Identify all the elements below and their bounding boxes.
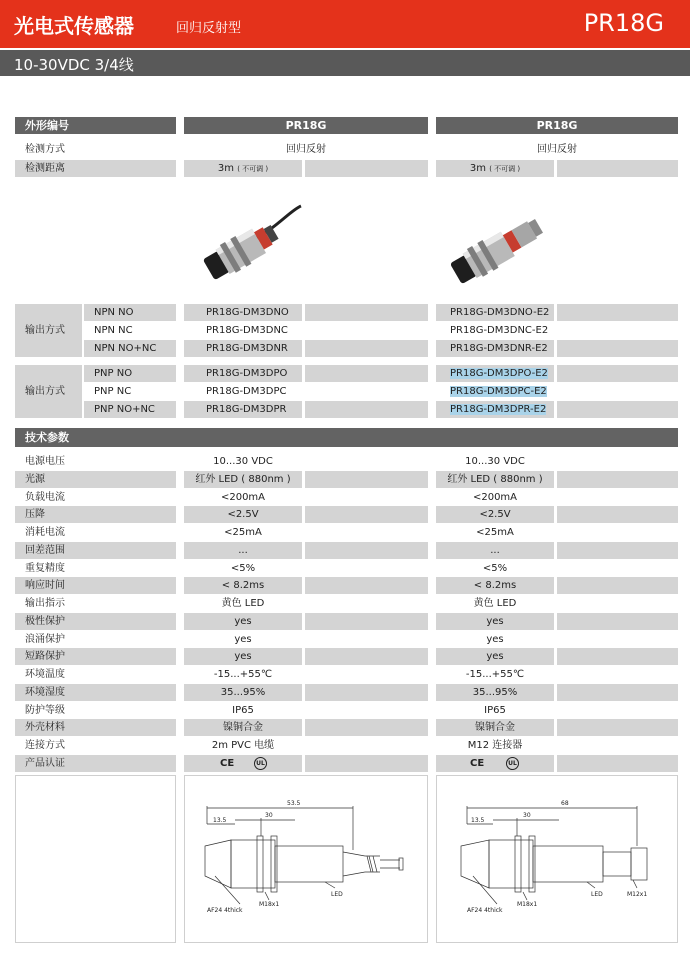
label-led: LED (591, 891, 603, 898)
spec-value-col1: < 8.2ms (184, 577, 302, 594)
spec-col1-extra (305, 506, 428, 523)
pnp-col2 (436, 401, 554, 418)
npn-col2: PR18G-DM3DNC-E2 (436, 322, 554, 339)
label-output-pnp: 输出方式 (15, 365, 82, 418)
dim-front: 13.5 (471, 817, 485, 824)
spec-value-col2: 红外 LED ( 880nm ) (436, 471, 554, 488)
spec-value-col1: 35...95% (184, 684, 302, 701)
pnp-type: PNP NC (84, 383, 176, 400)
distance-note: ( 不可调 ) (489, 165, 521, 173)
spec-value-col2: 35...95% (436, 684, 554, 701)
header-bar (0, 0, 690, 48)
detect-distance-col1-extra (305, 160, 428, 177)
npn-type: NPN NO+NC (84, 340, 176, 357)
npn-col2: PR18G-DM3DNR-E2 (436, 340, 554, 357)
spec-value-col1: 黄色 LED (184, 595, 302, 612)
spec-value-col2: yes (436, 631, 554, 648)
npn-col1-extra (305, 304, 428, 321)
distance-value: 3m (217, 163, 234, 174)
product-photo-connector (440, 198, 560, 288)
label-thread: M18x1 (259, 901, 280, 908)
spec-value-col2: M12 连接器 (436, 737, 554, 754)
pnp-col2-text: PR18G-DM3DPR-E2 (450, 404, 547, 415)
spec-col1-extra (305, 471, 428, 488)
npn-col1-extra (305, 340, 428, 357)
detect-method-col2: 回归反射 (436, 141, 678, 158)
cert-col1-extra (305, 755, 428, 772)
detect-distance-col1 (184, 160, 302, 177)
dim-total: 53.5 (287, 800, 301, 807)
label-detect-distance: 检测距离 (15, 160, 176, 177)
spec-col1-extra (305, 542, 428, 559)
spec-col1-extra (305, 648, 428, 665)
spec-value-col1: -15...+55℃ (184, 666, 302, 683)
spec-col2-extra (557, 542, 678, 559)
spec-col2-extra (557, 684, 678, 701)
spec-col1-extra (305, 719, 428, 736)
dim-body: 30 (523, 812, 531, 819)
spec-label: 压降 (15, 506, 176, 523)
dim-front: 13.5 (213, 817, 227, 824)
npn-col1: PR18G-DM3DNO (184, 304, 302, 321)
spec-col2-extra (557, 471, 678, 488)
spec-col2-extra (557, 577, 678, 594)
label-output-npn: 输出方式 (15, 304, 82, 357)
label-detect-method: 检测方式 (15, 141, 176, 158)
spec-col2-extra (557, 613, 678, 630)
spec-value-col1: 红外 LED ( 880nm ) (184, 471, 302, 488)
distance-value: 3m (469, 163, 486, 174)
spec-value-col1: <200mA (184, 489, 302, 506)
spec-value-col1: yes (184, 631, 302, 648)
pnp-col1: PR18G-DM3DPR (184, 401, 302, 418)
spec-label: 光源 (15, 471, 176, 488)
npn-col2: PR18G-DM3DNO-E2 (436, 304, 554, 321)
spec-label: 防护等级 (15, 702, 176, 719)
spec-label: 输出指示 (15, 595, 176, 612)
pnp-col2-text: PR18G-DM3DPC-E2 (450, 386, 547, 397)
spec-label: 回差范围 (15, 542, 176, 559)
spec-value-col2: 镍铜合金 (436, 719, 554, 736)
pnp-col2 (436, 365, 554, 382)
dim-body: 30 (265, 812, 273, 819)
pnp-col1: PR18G-DM3DPC (184, 383, 302, 400)
pnp-col1-extra (305, 365, 428, 382)
empty-panel (15, 775, 176, 943)
spec-label: 环境温度 (15, 666, 176, 683)
label-outline-code: 外形编号 (15, 117, 176, 134)
spec-value-col2: yes (436, 648, 554, 665)
label-nut: AF24 4thick (207, 907, 243, 914)
spec-label: 重复精度 (15, 560, 176, 577)
spec-label: 响应时间 (15, 577, 176, 594)
ul-mark: UL (506, 757, 519, 770)
cert-col2 (436, 755, 554, 772)
spec-col2-extra (557, 648, 678, 665)
spec-value-col2: 黄色 LED (436, 595, 554, 612)
label-led: LED (331, 891, 343, 898)
specs-title: 技术参数 (15, 428, 678, 447)
npn-col1: PR18G-DM3DNC (184, 322, 302, 339)
cert-col2-extra (557, 755, 678, 772)
spec-label: 浪涌保护 (15, 631, 176, 648)
spec-label: 连接方式 (15, 737, 176, 754)
spec-label: 环境湿度 (15, 684, 176, 701)
spec-col2-extra (557, 719, 678, 736)
head-col2: PR18G (436, 117, 678, 134)
spec-value-col1: <2.5V (184, 506, 302, 523)
spec-value-col1: <25mA (184, 524, 302, 541)
distance-note: ( 不可调 ) (237, 165, 269, 173)
detect-distance-col2 (436, 160, 554, 177)
spec-value-col2: <2.5V (436, 506, 554, 523)
pnp-col2-text: PR18G-DM3DPO-E2 (450, 368, 548, 379)
dimension-drawing-connector (436, 775, 678, 943)
spec-value-col2: 10...30 VDC (436, 453, 554, 470)
page-title: 光电式传感器 (14, 14, 134, 38)
ul-mark: UL (254, 757, 267, 770)
head-col1: PR18G (184, 117, 428, 134)
spec-value-col2: < 8.2ms (436, 577, 554, 594)
spec-value-col2: <25mA (436, 524, 554, 541)
detect-distance-col2-extra (557, 160, 678, 177)
detect-method-col1: 回归反射 (184, 141, 428, 158)
spec-value-col2: -15...+55℃ (436, 666, 554, 683)
spec-label: 短路保护 (15, 648, 176, 665)
cert-col1 (184, 755, 302, 772)
spec-label: 电源电压 (15, 453, 176, 470)
label-nut: AF24 4thick (467, 907, 503, 914)
dimension-drawing-cable (184, 775, 428, 943)
spec-value-col1: 10...30 VDC (184, 453, 302, 470)
voltage-text: 10-30VDC 3/4线 (14, 56, 134, 74)
spec-value-col1: <5% (184, 560, 302, 577)
pnp-col2-extra (557, 401, 678, 418)
page-subtitle: 回归反射型 (176, 21, 242, 36)
model-name: PR18G (583, 9, 664, 37)
label-connector: M12x1 (627, 891, 648, 898)
ce-mark: CE (220, 758, 235, 769)
npn-col2-extra (557, 304, 678, 321)
spec-col1-extra (305, 577, 428, 594)
pnp-col1-extra (305, 401, 428, 418)
spec-value-col1: yes (184, 613, 302, 630)
npn-type: NPN NO (84, 304, 176, 321)
spec-value-col1: ... (184, 542, 302, 559)
npn-type: NPN NC (84, 322, 176, 339)
spec-label: 负载电流 (15, 489, 176, 506)
npn-col2-extra (557, 340, 678, 357)
spec-value-col1: yes (184, 648, 302, 665)
spec-value-col1: IP65 (184, 702, 302, 719)
pnp-col2 (436, 383, 554, 400)
spec-label: 极性保护 (15, 613, 176, 630)
spec-col1-extra (305, 684, 428, 701)
pnp-col2-extra (557, 365, 678, 382)
pnp-type: PNP NO+NC (84, 401, 176, 418)
spec-value-col2: <5% (436, 560, 554, 577)
label-thread: M18x1 (517, 901, 538, 908)
spec-value-col1: 2m PVC 电缆 (184, 737, 302, 754)
spec-value-col2: IP65 (436, 702, 554, 719)
spec-value-col2: ... (436, 542, 554, 559)
voltage-bar (0, 50, 690, 76)
label-certification: 产品认证 (15, 755, 176, 772)
npn-col1: PR18G-DM3DNR (184, 340, 302, 357)
product-photo-cable (196, 198, 306, 288)
pnp-col1: PR18G-DM3DPO (184, 365, 302, 382)
spec-label: 消耗电流 (15, 524, 176, 541)
ce-mark: CE (470, 758, 485, 769)
dim-total: 68 (561, 800, 569, 807)
spec-value-col2: <200mA (436, 489, 554, 506)
spec-col2-extra (557, 506, 678, 523)
spec-col1-extra (305, 613, 428, 630)
spec-value-col1: 镍铜合金 (184, 719, 302, 736)
spec-label: 外壳材料 (15, 719, 176, 736)
spec-value-col2: yes (436, 613, 554, 630)
pnp-type: PNP NO (84, 365, 176, 382)
